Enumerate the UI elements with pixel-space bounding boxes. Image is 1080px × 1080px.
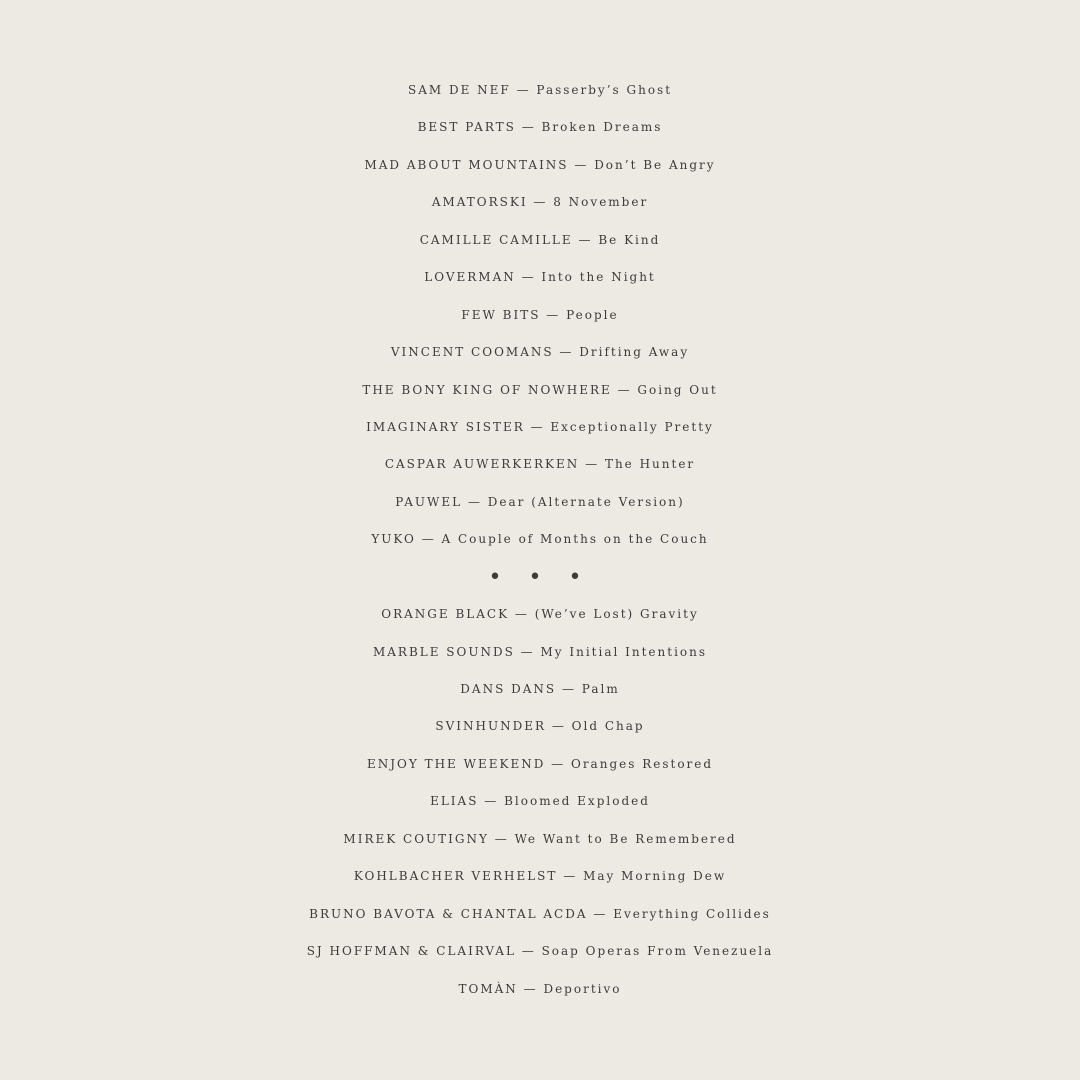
track-artist: CASPAR AUWERKERKEN [384,457,580,472]
track-row [0,596,1080,633]
track-row [0,72,1080,109]
track-row [0,783,1080,820]
track-dash: — [551,719,566,734]
track-row [0,109,1080,146]
track-row [0,634,1080,671]
track-dash: — [617,382,632,397]
track-artist: VINCENT COOMANS [390,345,554,360]
section-separator: • • • [488,564,592,590]
track-dash: — [421,532,436,547]
track-row [0,147,1080,184]
track-title: Broken Dreams [541,120,663,135]
track-dash: — [546,307,561,322]
track-artist: BEST PARTS [417,120,516,135]
track-row [0,746,1080,783]
track-row [0,446,1080,483]
track-title: (We’ve Lost) Gravity [534,607,699,622]
track-title: My Initial Intentions [540,644,708,659]
track-artist: SJ HOFFMAN & CLAIRVAL [306,944,516,959]
track-row [0,521,1080,558]
track-dash: — [559,345,574,360]
track-row [0,858,1080,895]
track-title: Bloomed Exploded [504,794,650,809]
track-title: Into the Night [541,270,656,285]
track-title: Dear (Alternate Version) [487,494,685,509]
track-dash: — [484,794,499,809]
track-row [0,372,1080,409]
track-artist: ENJOY THE WEEKEND [366,756,546,771]
track-row [0,334,1080,371]
track-dash: — [585,457,600,472]
track-row [0,297,1080,334]
tracklist [0,72,1080,1008]
track-title: We Want to Be Remembered [514,831,737,846]
track-dash: — [467,494,482,509]
track-artist: MIREK COUTIGNY [343,831,489,846]
track-dash: — [521,270,536,285]
track-title: Soap Operas From Venezuela [541,944,774,959]
track-title: Drifting Away [579,345,690,360]
track-title: Don’t Be Angry [594,157,716,172]
track-row [0,971,1080,1008]
track-title: Deportivo [543,981,622,996]
track-row [0,484,1080,521]
track-dash: — [574,157,589,172]
track-artist: MAD ABOUT MOUNTAINS [364,157,569,172]
track-artist: PAUWEL [395,494,463,509]
track-dash: — [551,756,566,771]
track-artist: FEW BITS [461,307,541,322]
track-artist: ORANGE BLACK [381,607,510,622]
track-title: May Morning Dew [583,869,727,884]
track-dash: — [563,869,578,884]
track-title: People [566,307,619,322]
track-artist: KOHLBACHER VERHELST [353,869,558,884]
track-artist: DANS DANS [460,682,557,696]
track-row [0,222,1080,259]
track-title: 8 November [553,195,649,210]
track-title: A Couple of Months on the Couch [441,532,709,547]
track-artist: AMATORSKI [431,195,528,210]
track-dash: — [516,83,531,97]
track-dash: — [578,232,593,247]
track-dash: — [514,607,529,622]
track-dash: — [523,981,538,996]
track-dash: — [494,831,509,846]
track-artist: CAMILLE CAMILLE [419,232,573,247]
track-artist: ELIAS [430,794,479,809]
track-dash: — [530,419,545,434]
track-row [0,184,1080,221]
track-title: Be Kind [598,232,661,247]
track-dash: — [561,682,576,696]
track-title: The Hunter [604,457,696,472]
track-row [0,821,1080,858]
track-row [0,896,1080,933]
track-artist: YUKO [371,532,416,547]
track-row [0,409,1080,446]
track-title: Everything Collides [613,906,771,921]
track-artist: THE BONY KING OF NOWHERE [362,382,612,397]
track-title: Passerby’s Ghost [536,83,673,97]
track-artist: MARBLE SOUNDS [372,644,515,659]
track-dash: — [520,644,535,659]
track-artist: SAM DE NEF [407,83,511,97]
track-title: Exceptionally Pretty [550,419,714,434]
track-dash: — [593,906,608,921]
track-artist: LOVERMAN [424,270,516,285]
track-title: Going Out [637,382,718,397]
track-dash: — [533,195,548,210]
track-row [0,259,1080,296]
track-dash: — [521,944,536,959]
track-dash: — [521,120,536,135]
track-row [0,708,1080,745]
track-row [0,933,1080,970]
track-artist: IMAGINARY SISTER [366,419,525,434]
track-title: Oranges Restored [570,756,714,771]
track-title: Old Chap [571,719,645,734]
track-artist: TOMÀN [458,981,518,996]
track-row [0,671,1080,708]
track-artist: BRUNO BAVOTA & CHANTAL ACDA [309,906,588,921]
track-title: Palm [581,682,620,696]
track-artist: SVINHUNDER [435,719,547,734]
